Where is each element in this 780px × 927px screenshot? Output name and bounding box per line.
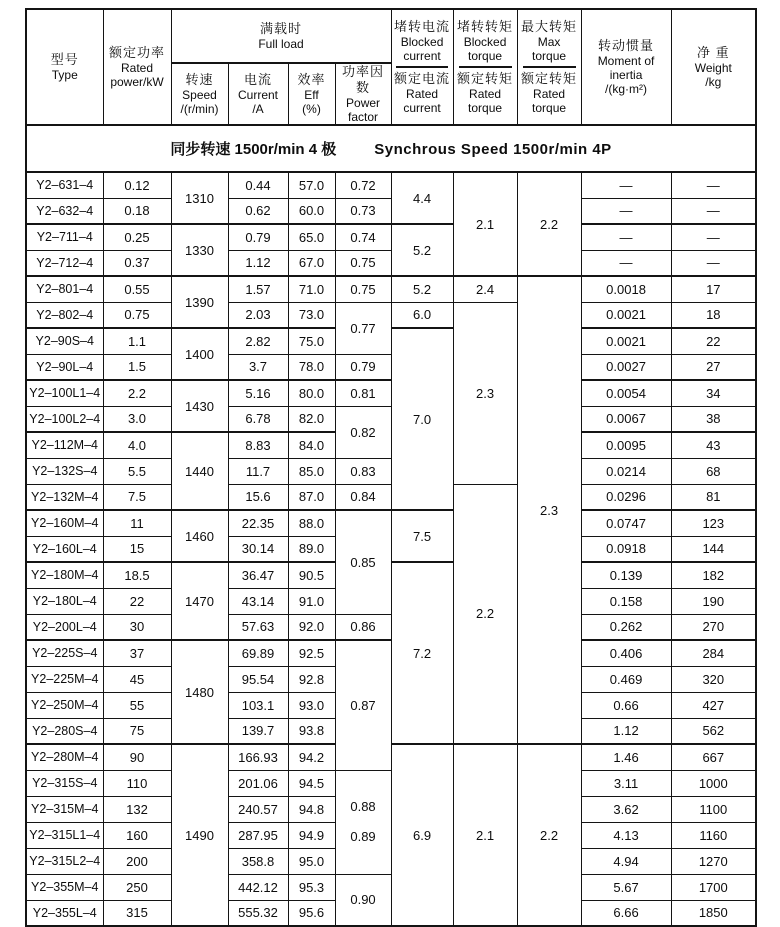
cell-power: 55 [103,692,171,718]
table-row [26,458,756,484]
cell-inertia: 0.406 [581,640,671,666]
table-row [26,302,756,328]
cell-bc: 5.2 [391,276,453,302]
cell-inertia: 0.0018 [581,276,671,302]
cell-current: 201.06 [228,770,288,796]
cell-speed: 1390 [171,276,228,328]
cell-eff: 92.8 [288,666,335,692]
cell-bc: 7.5 [391,510,453,562]
cell-bc: 7.0 [391,328,453,510]
cell-eff: 94.2 [288,744,335,770]
cell-current: 8.83 [228,432,288,458]
cell-eff: 95.6 [288,900,335,926]
cell-type: Y2–160L–4 [26,536,103,562]
cell-type: Y2–100L1–4 [26,380,103,406]
cell-pf: 0.74 [335,224,391,250]
cell-eff: 67.0 [288,250,335,276]
cell-current: 240.57 [228,796,288,822]
cell-type: Y2–90S–4 [26,328,103,354]
cell-weight: 81 [671,484,756,510]
cell-eff: 89.0 [288,536,335,562]
cell-type: Y2–225M–4 [26,666,103,692]
cell-current: 95.54 [228,666,288,692]
cell-mt: 2.2 [517,172,581,276]
cell-eff: 88.0 [288,510,335,536]
cell-bc: 7.2 [391,562,453,744]
cell-eff: 94.5 [288,770,335,796]
table-row [26,250,756,276]
cell-weight: 22 [671,328,756,354]
cell-current: 30.14 [228,536,288,562]
table-row [26,614,756,640]
cell-speed: 1490 [171,744,228,926]
cell-bc: 5.2 [391,224,453,276]
cell-inertia: — [581,250,671,276]
cell-current: 2.03 [228,302,288,328]
cell-bc: 4.4 [391,172,453,224]
cell-type: Y2–712–4 [26,250,103,276]
cell-power: 11 [103,510,171,536]
cell-weight: 17 [671,276,756,302]
cell-inertia: 0.0296 [581,484,671,510]
cell-type: Y2–631–4 [26,172,103,198]
cell-type: Y2–250M–4 [26,692,103,718]
cell-type: Y2–132S–4 [26,458,103,484]
table-row [26,354,756,380]
cell-type: Y2–280S–4 [26,718,103,744]
cell-eff: 80.0 [288,380,335,406]
motor-spec-table [25,8,757,927]
cell-eff: 85.0 [288,458,335,484]
table-row [26,770,756,796]
cell-type: Y2–802–4 [26,302,103,328]
cell-inertia: 0.262 [581,614,671,640]
header-row-1 [26,9,756,63]
cell-weight: 1850 [671,900,756,926]
cell-weight: 43 [671,432,756,458]
cell-current: 1.57 [228,276,288,302]
cell-current: 3.7 [228,354,288,380]
cell-current: 1.12 [228,250,288,276]
cell-inertia: 0.0095 [581,432,671,458]
cell-inertia: 4.94 [581,848,671,874]
cell-current: 555.32 [228,900,288,926]
cell-power: 90 [103,744,171,770]
table-row [26,172,756,198]
cell-type: Y2–632–4 [26,198,103,224]
cell-eff: 93.0 [288,692,335,718]
cell-inertia: 0.0214 [581,458,671,484]
cell-eff: 60.0 [288,198,335,224]
cell-current: 69.89 [228,640,288,666]
cell-eff: 75.0 [288,328,335,354]
cell-power: 132 [103,796,171,822]
cell-pf: 0.84 [335,484,391,510]
header-type-en: Type [51,68,78,82]
header-current: 电流 Current /A [228,63,288,125]
cell-current: 6.78 [228,406,288,432]
cell-type: Y2–355L–4 [26,900,103,926]
cell-eff: 95.3 [288,874,335,900]
header-weight: 净 重 Weight /kg [671,9,756,125]
cell-pf: 0.79 [335,354,391,380]
cell-power: 2.2 [103,380,171,406]
cell-current: 166.93 [228,744,288,770]
cell-eff: 65.0 [288,224,335,250]
header-eff: 效率 Eff (%) [288,63,335,125]
table-body [26,125,756,926]
cell-current: 2.82 [228,328,288,354]
cell-current: 0.62 [228,198,288,224]
cell-eff: 95.0 [288,848,335,874]
cell-current: 22.35 [228,510,288,536]
cell-power: 0.25 [103,224,171,250]
cell-power: 45 [103,666,171,692]
cell-power: 1.5 [103,354,171,380]
table-row [26,276,756,302]
cell-speed: 1440 [171,432,228,510]
header-speed: 转速 Speed /(r/min) [171,63,228,125]
header-type [26,9,103,125]
cell-pf: 0.83 [335,458,391,484]
section-band-row [26,125,756,172]
cell-inertia: 3.62 [581,796,671,822]
table-row [26,484,756,510]
cell-speed: 1430 [171,380,228,432]
table-row [26,198,756,224]
cell-eff: 84.0 [288,432,335,458]
cell-current: 43.14 [228,588,288,614]
cell-power: 75 [103,718,171,744]
cell-inertia: 0.66 [581,692,671,718]
cell-eff: 73.0 [288,302,335,328]
cell-current: 11.7 [228,458,288,484]
cell-weight: 190 [671,588,756,614]
cell-weight: 270 [671,614,756,640]
table-row [26,874,756,900]
table-row [26,328,756,354]
cell-inertia: 0.158 [581,588,671,614]
cell-weight: 1700 [671,874,756,900]
cell-inertia: 0.0021 [581,328,671,354]
cell-weight: 1160 [671,822,756,848]
cell-weight: 68 [671,458,756,484]
cell-pf: 0.82 [335,406,391,458]
cell-power: 200 [103,848,171,874]
cell-eff: 91.0 [288,588,335,614]
cell-pf: 0.85 [335,510,391,614]
cell-weight: 1100 [671,796,756,822]
cell-type: Y2–180L–4 [26,588,103,614]
cell-inertia: 0.0067 [581,406,671,432]
table-row [26,380,756,406]
cell-weight: 320 [671,666,756,692]
header-full-load: 满载时 Full load [171,9,391,63]
cell-inertia: 0.0747 [581,510,671,536]
cell-current: 0.44 [228,172,288,198]
cell-inertia: 4.13 [581,822,671,848]
cell-speed: 1480 [171,640,228,744]
table-row [26,406,756,432]
cell-pf: 0.77 [335,302,391,354]
cell-bt: 2.2 [453,484,517,744]
cell-inertia: — [581,172,671,198]
cell-eff: 71.0 [288,276,335,302]
cell-weight: — [671,198,756,224]
cell-power: 160 [103,822,171,848]
cell-eff: 94.8 [288,796,335,822]
cell-pf: 0.75 [335,276,391,302]
header-type-zh: 型号 [50,52,79,67]
cell-eff: 92.0 [288,614,335,640]
cell-weight: 562 [671,718,756,744]
cell-power: 0.12 [103,172,171,198]
fraction-divider [523,66,576,68]
table-row [26,224,756,250]
cell-pf: 0.73 [335,198,391,224]
fraction-divider [396,66,447,68]
cell-type: Y2–711–4 [26,224,103,250]
cell-inertia: 0.139 [581,562,671,588]
section-band-zh: 同步转速 1500r/min 4 极 [170,141,337,158]
cell-inertia: 0.0021 [581,302,671,328]
header-rated-power: 额定功率 Rated power/kW [103,9,171,125]
cell-current: 287.95 [228,822,288,848]
cell-pf: 0.88 0.89 [335,770,391,874]
cell-power: 0.55 [103,276,171,302]
cell-current: 103.1 [228,692,288,718]
table-row [26,562,756,588]
cell-eff: 57.0 [288,172,335,198]
cell-power: 4.0 [103,432,171,458]
cell-pf: 0.81 [335,380,391,406]
cell-bt: 2.4 [453,276,517,302]
cell-power: 315 [103,900,171,926]
table-row [26,744,756,770]
cell-power: 15 [103,536,171,562]
cell-inertia: 1.46 [581,744,671,770]
cell-bt: 2.3 [453,302,517,484]
cell-type: Y2–200L–4 [26,614,103,640]
cell-inertia: 0.0054 [581,380,671,406]
cell-speed: 1310 [171,172,228,224]
cell-speed: 1330 [171,224,228,276]
cell-type: Y2–315L1–4 [26,822,103,848]
cell-pf: 0.72 [335,172,391,198]
cell-weight: 18 [671,302,756,328]
cell-weight: — [671,250,756,276]
cell-power: 7.5 [103,484,171,510]
cell-weight: 123 [671,510,756,536]
cell-speed: 1400 [171,328,228,380]
cell-current: 57.63 [228,614,288,640]
cell-weight: 27 [671,354,756,380]
cell-weight: 144 [671,536,756,562]
cell-type: Y2–160M–4 [26,510,103,536]
cell-eff: 82.0 [288,406,335,432]
cell-current: 358.8 [228,848,288,874]
table-row [26,640,756,666]
cell-type: Y2–225S–4 [26,640,103,666]
cell-current: 36.47 [228,562,288,588]
cell-eff: 78.0 [288,354,335,380]
cell-weight: 427 [671,692,756,718]
cell-inertia: — [581,198,671,224]
header-blocked-current: 堵转电流 Blocked current 额定电流 Rated current [391,9,453,125]
table-row [26,510,756,536]
cell-type: Y2–315M–4 [26,796,103,822]
cell-weight: 667 [671,744,756,770]
cell-power: 37 [103,640,171,666]
cell-weight: 38 [671,406,756,432]
cell-eff: 94.9 [288,822,335,848]
cell-power: 5.5 [103,458,171,484]
header-blocked-torque: 堵转转矩 Blocked torque 额定转矩 Rated torque [453,9,517,125]
cell-current: 15.6 [228,484,288,510]
cell-type: Y2–315L2–4 [26,848,103,874]
cell-power: 3.0 [103,406,171,432]
cell-inertia: 3.11 [581,770,671,796]
cell-inertia: 0.0918 [581,536,671,562]
cell-weight: 182 [671,562,756,588]
cell-pf: 0.87 [335,640,391,770]
cell-weight: 1270 [671,848,756,874]
cell-type: Y2–100L2–4 [26,406,103,432]
cell-pf: 0.75 [335,250,391,276]
cell-eff: 87.0 [288,484,335,510]
cell-type: Y2–132M–4 [26,484,103,510]
cell-speed: 1470 [171,562,228,640]
section-band [26,125,756,172]
cell-mt: 2.3 [517,276,581,744]
cell-type: Y2–280M–4 [26,744,103,770]
cell-current: 0.79 [228,224,288,250]
fraction-divider [459,66,512,68]
cell-type: Y2–315S–4 [26,770,103,796]
cell-current: 5.16 [228,380,288,406]
cell-bc: 6.0 [391,302,453,328]
header-inertia: 转动惯量 Moment of inertia /(kg·m²) [581,9,671,125]
cell-power: 22 [103,588,171,614]
cell-eff: 92.5 [288,640,335,666]
cell-power: 250 [103,874,171,900]
cell-current: 139.7 [228,718,288,744]
cell-inertia: 6.66 [581,900,671,926]
cell-bt: 2.1 [453,744,517,926]
cell-inertia: 5.67 [581,874,671,900]
cell-weight: — [671,172,756,198]
cell-type: Y2–355M–4 [26,874,103,900]
cell-power: 1.1 [103,328,171,354]
cell-inertia: 0.0027 [581,354,671,380]
cell-power: 0.37 [103,250,171,276]
header-power-factor: 功率因数 Power factor [335,63,391,125]
cell-mt: 2.2 [517,744,581,926]
cell-type: Y2–180M–4 [26,562,103,588]
cell-bt: 2.1 [453,172,517,276]
cell-inertia: — [581,224,671,250]
cell-power: 110 [103,770,171,796]
cell-pf: 0.90 [335,874,391,926]
section-band-en: Synchrous Speed 1500r/min 4P [374,141,612,158]
cell-weight: 284 [671,640,756,666]
cell-power: 0.18 [103,198,171,224]
cell-inertia: 0.469 [581,666,671,692]
cell-type: Y2–801–4 [26,276,103,302]
cell-type: Y2–90L–4 [26,354,103,380]
cell-power: 18.5 [103,562,171,588]
cell-pf: 0.86 [335,614,391,640]
cell-current: 442.12 [228,874,288,900]
cell-bc: 6.9 [391,744,453,926]
header-max-torque: 最大转矩 Max torque 额定转矩 Rated torque [517,9,581,125]
cell-weight: 1000 [671,770,756,796]
cell-power: 30 [103,614,171,640]
cell-weight: 34 [671,380,756,406]
cell-eff: 93.8 [288,718,335,744]
cell-eff: 90.5 [288,562,335,588]
cell-power: 0.75 [103,302,171,328]
cell-inertia: 1.12 [581,718,671,744]
cell-type: Y2–112M–4 [26,432,103,458]
cell-weight: — [671,224,756,250]
cell-speed: 1460 [171,510,228,562]
